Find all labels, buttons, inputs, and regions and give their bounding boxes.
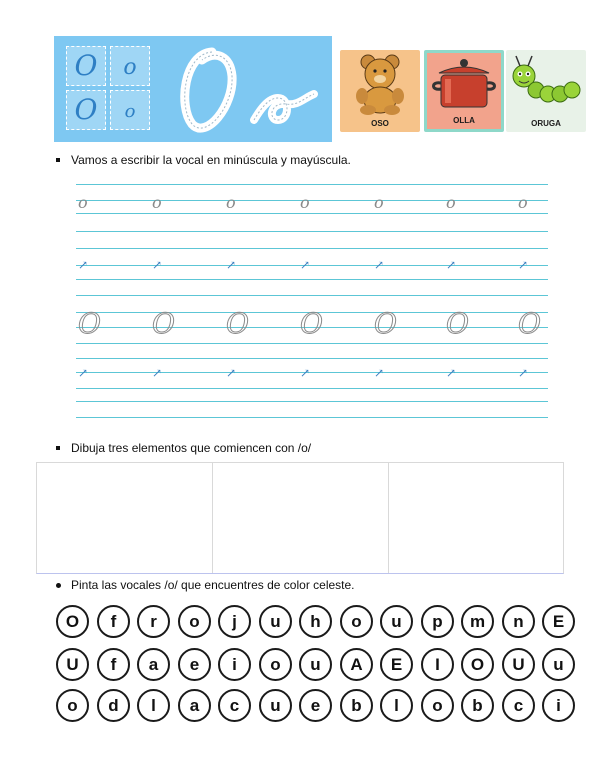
- letter-circle[interactable]: u: [299, 648, 332, 681]
- writing-line: [76, 200, 548, 201]
- letter-circle[interactable]: o: [259, 648, 292, 681]
- letter-circle[interactable]: m: [461, 605, 494, 638]
- trace-lower-o[interactable]: o: [374, 193, 383, 212]
- writing-line: [76, 213, 548, 214]
- letter-circle[interactable]: U: [56, 648, 89, 681]
- letter-circle[interactable]: l: [137, 689, 170, 722]
- letter-circle[interactable]: A: [340, 648, 373, 681]
- trace-upper-o[interactable]: O: [78, 307, 101, 340]
- letter-circle[interactable]: e: [299, 689, 332, 722]
- tile-letter: O: [74, 49, 98, 82]
- trace-lower-o[interactable]: o: [226, 193, 235, 212]
- letter-circle[interactable]: l: [380, 689, 413, 722]
- writing-line: [76, 401, 548, 402]
- writing-line: [76, 295, 548, 296]
- letter-circle[interactable]: O: [461, 648, 494, 681]
- letter-circle[interactable]: E: [542, 605, 575, 638]
- writing-line: [76, 184, 548, 185]
- card-olla: [424, 50, 504, 132]
- letter-circle[interactable]: f: [97, 605, 130, 638]
- tile-upper-o: [66, 46, 106, 86]
- letter-circle[interactable]: f: [97, 648, 130, 681]
- letter-circle[interactable]: b: [461, 689, 494, 722]
- start-arrow-icon: ↗: [374, 258, 385, 272]
- start-arrow-icon: ↗: [446, 258, 457, 272]
- writing-line: [76, 265, 548, 266]
- letter-circle[interactable]: I: [421, 648, 454, 681]
- letter-circle[interactable]: d: [97, 689, 130, 722]
- drawing-cell-3[interactable]: [389, 463, 565, 573]
- writing-line: [76, 358, 548, 359]
- trace-lower-o[interactable]: o: [446, 193, 455, 212]
- trace-upper-o[interactable]: O: [518, 307, 541, 340]
- trace-upper-o[interactable]: O: [300, 307, 323, 340]
- letter-circle[interactable]: u: [259, 689, 292, 722]
- letter-circle[interactable]: o: [178, 605, 211, 638]
- start-arrow-icon: ↗: [152, 366, 163, 380]
- letter-circle[interactable]: p: [421, 605, 454, 638]
- tile-letter: O: [74, 93, 98, 126]
- start-arrow-icon: ↗: [300, 366, 311, 380]
- letter-circle[interactable]: c: [218, 689, 251, 722]
- letter-circle[interactable]: o: [421, 689, 454, 722]
- card-oso: [340, 50, 420, 132]
- bullet-icon: [56, 583, 61, 588]
- letter-circle[interactable]: U: [502, 648, 535, 681]
- pot-icon: [427, 55, 501, 117]
- writing-line: [76, 248, 548, 249]
- trace-upper-o[interactable]: O: [226, 307, 249, 340]
- bullet-icon: [56, 446, 60, 450]
- drawing-area[interactable]: [36, 462, 564, 574]
- letter-circle[interactable]: r: [137, 605, 170, 638]
- trace-upper-o[interactable]: O: [446, 307, 469, 340]
- tile-lower-o: [110, 46, 150, 86]
- letter-circle[interactable]: o: [56, 689, 89, 722]
- trace-upper-o[interactable]: O: [374, 307, 397, 340]
- trace-lower-o[interactable]: o: [518, 193, 527, 212]
- drawing-cell-2[interactable]: [213, 463, 389, 573]
- writing-line: [76, 231, 548, 232]
- start-arrow-icon: ↗: [518, 258, 529, 272]
- letter-circle[interactable]: O: [56, 605, 89, 638]
- trace-lower-o[interactable]: o: [78, 193, 87, 212]
- letter-circle[interactable]: e: [178, 648, 211, 681]
- instruction-paint: Pinta las vocales /o/ que encuentres de color celeste.: [71, 578, 355, 592]
- letter-circle[interactable]: u: [542, 648, 575, 681]
- tile-letter: o: [123, 55, 137, 80]
- letter-circle[interactable]: a: [137, 648, 170, 681]
- letter-circle[interactable]: j: [218, 605, 251, 638]
- start-arrow-icon: ↗: [78, 366, 89, 380]
- letter-circle[interactable]: n: [502, 605, 535, 638]
- cursive-upper-o-icon: [172, 46, 242, 136]
- start-arrow-icon: ↗: [78, 258, 89, 272]
- trace-lower-o[interactable]: o: [300, 193, 309, 212]
- letter-circle[interactable]: E: [380, 648, 413, 681]
- start-arrow-icon: ↗: [374, 366, 385, 380]
- letter-circle[interactable]: u: [380, 605, 413, 638]
- teddy-bear-icon: [340, 50, 420, 116]
- cursive-lower-o-icon: [248, 80, 326, 128]
- letter-circle[interactable]: u: [259, 605, 292, 638]
- trace-lower-o[interactable]: o: [152, 193, 161, 212]
- card-oruga: [506, 50, 586, 132]
- bullet-icon: [56, 158, 60, 162]
- start-arrow-icon: ↗: [446, 366, 457, 380]
- start-arrow-icon: ↗: [152, 258, 163, 272]
- start-arrow-icon: ↗: [226, 258, 237, 272]
- tile-cursive-upper-o: [66, 90, 106, 130]
- letter-circle[interactable]: i: [218, 648, 251, 681]
- writing-line: [76, 417, 548, 418]
- start-arrow-icon: ↗: [518, 366, 529, 380]
- letter-circle[interactable]: o: [340, 605, 373, 638]
- writing-line: [76, 372, 548, 373]
- letter-circle[interactable]: a: [178, 689, 211, 722]
- instruction-draw: Dibuja tres elementos que comiencen con /o/: [71, 441, 312, 455]
- writing-line: [76, 388, 548, 389]
- card-label: OSO: [371, 119, 389, 128]
- tile-cursive-lower-o: [110, 90, 150, 130]
- letter-circle[interactable]: h: [299, 605, 332, 638]
- tile-letter: o: [124, 101, 136, 122]
- drawing-cell-1[interactable]: [37, 463, 213, 573]
- card-label: ORUGA: [531, 119, 561, 128]
- start-arrow-icon: ↗: [226, 366, 237, 380]
- instruction-write: Vamos a escribir la vocal en minúscula y mayúscula.: [71, 153, 351, 167]
- caterpillar-icon: [506, 50, 586, 116]
- trace-upper-o[interactable]: O: [152, 307, 175, 340]
- writing-line: [76, 279, 548, 280]
- card-label: OLLA: [453, 116, 475, 125]
- letter-circle[interactable]: i: [542, 689, 575, 722]
- letter-circle[interactable]: c: [502, 689, 535, 722]
- letter-circle[interactable]: b: [340, 689, 373, 722]
- start-arrow-icon: ↗: [300, 258, 311, 272]
- writing-line: [76, 343, 548, 344]
